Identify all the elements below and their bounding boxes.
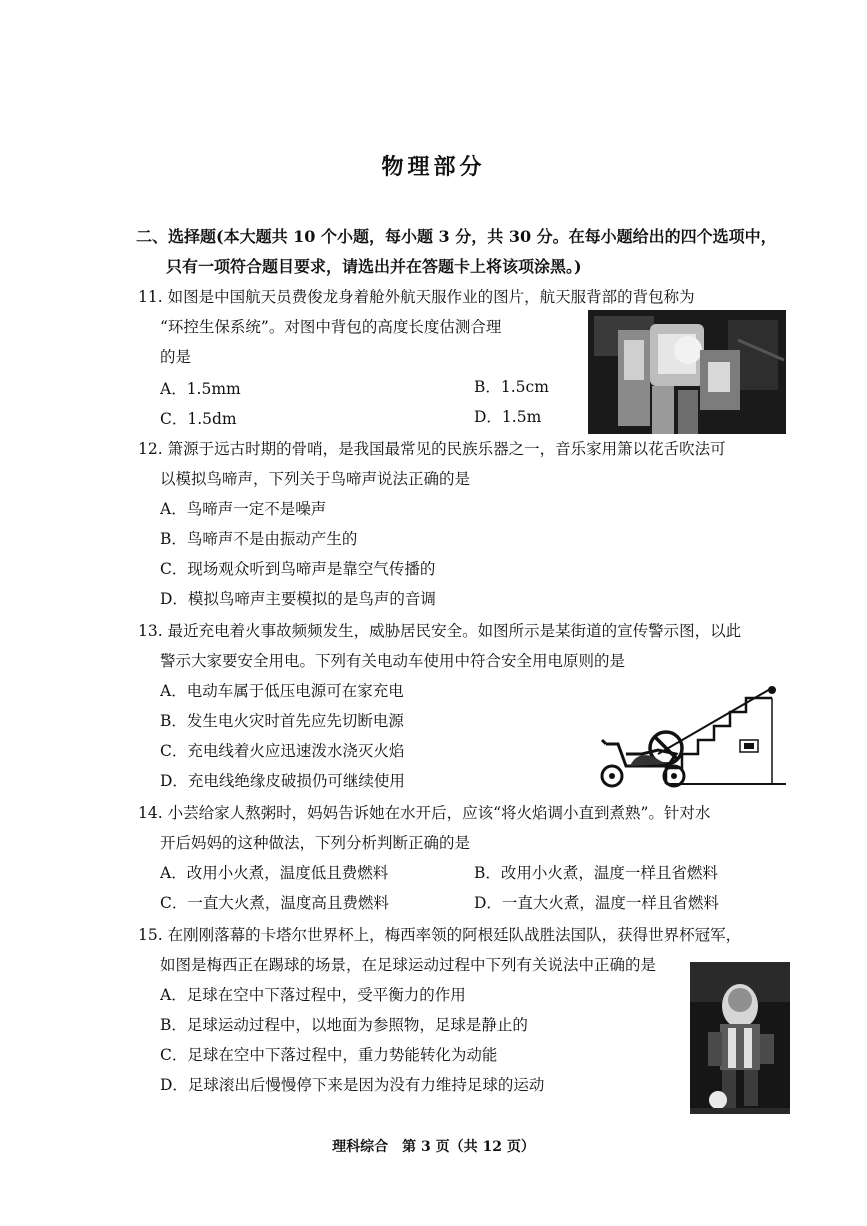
q12-stem-line-2: 以模拟鸟啼声，下列关于鸟啼声说法正确的是 [160,470,471,488]
q11-stem-line-2: “环控生保系统”。对图中背包的高度长度估测合理 [160,318,502,336]
football-player-photo [690,962,790,1114]
q13-option-a: A．电动车属于低压电源可在家充电 [160,682,404,700]
q15-option-a: A．足球在空中下落过程中，受平衡力的作用 [160,986,466,1004]
q15-option-c: C．足球在空中下落过程中，重力势能转化为动能 [160,1046,498,1064]
q13-stem-line-2: 警示大家要安全用电。下列有关电动车使用中符合安全用电原则的是 [160,652,626,670]
q12-option-b: B．鸟啼声不是由振动产生的 [160,530,358,548]
section-instruction-line-1: 二、选择题(本大题共 10 个小题，每小题 3 分，共 30 分。在每小题给出的四个选项中， [136,227,777,246]
q13-option-d: D．充电线绝缘皮破损仍可继续使用 [160,772,405,790]
q13-option-b: B．发生电火灾时首先应先切断电源 [160,712,404,730]
page-title: 物理部分 [381,154,486,180]
page-footer: 理科综合 第 3 页（共 12 页） [332,1139,535,1155]
q14-option-b: B．改用小火煮，温度一样且省燃料 [474,864,718,882]
q12-stem-line-1: 12. 箫源于远古时期的骨哨，是我国最常见的民族乐器之一，音乐家用箫以花舌吹法可 [138,440,726,458]
q11-stem-line-3: 的是 [160,348,192,366]
q15-option-b: B．足球运动过程中，以地面为参照物，足球是静止的 [160,1016,528,1034]
q11-option-c: C．1.5dm [160,410,237,428]
q15-stem-line-1: 15. 在刚刚落幕的卡塔尔世界杯上，梅西率领的阿根廷队战胜法国队，获得世界杯冠军， [138,926,742,944]
q13-stem-line-1: 13. 最近充电着火事故频频发生，威胁居民安全。如图所示是某街道的宣传警示图，以此 [138,622,742,640]
q14-option-a: A．改用小火煮，温度低且费燃料 [160,864,389,882]
q15-option-d: D．足球滚出后慢慢停下来是因为没有力维持足球的运动 [160,1076,545,1094]
q12-option-a: A．鸟啼声一定不是噪声 [160,500,327,518]
q11-stem-line-1: 11. 如图是中国航天员费俊龙身着舱外航天服作业的图片，航天服背部的背包称为 [138,288,695,306]
astronaut-spacewalk-photo [588,310,786,434]
q11-option-d: D．1.5m [474,408,542,426]
q14-option-c: C．一直大火煮，温度高且费燃料 [160,894,389,912]
q11-option-b: B．1.5cm [474,378,549,396]
q14-stem-line-2: 开后妈妈的这种做法，下列分析判断正确的是 [160,834,471,852]
q13-option-c: C．充电线着火应迅速泼水浇灭火焰 [160,742,405,760]
q14-option-d: D．一直大火煮，温度一样且省燃料 [474,894,719,912]
q12-option-c: C．现场观众听到鸟啼声是靠空气传播的 [160,560,436,578]
section-instruction-line-2: 只有一项符合题目要求，请选出并在答题卡上将该项涂黑。) [166,257,582,276]
safety-warning-illustration [596,684,788,794]
q12-option-d: D．模拟鸟啼声主要模拟的是鸟声的音调 [160,590,436,608]
q11-option-a: A．1.5mm [160,380,241,398]
q14-stem-line-1: 14. 小芸给家人熬粥时，妈妈告诉她在水开后，应该“将火焰调小直到煮熟”。针对水 [138,804,711,822]
q15-stem-line-2: 如图是梅西正在踢球的场景，在足球运动过程中下列有关说法中正确的是 [160,956,657,974]
